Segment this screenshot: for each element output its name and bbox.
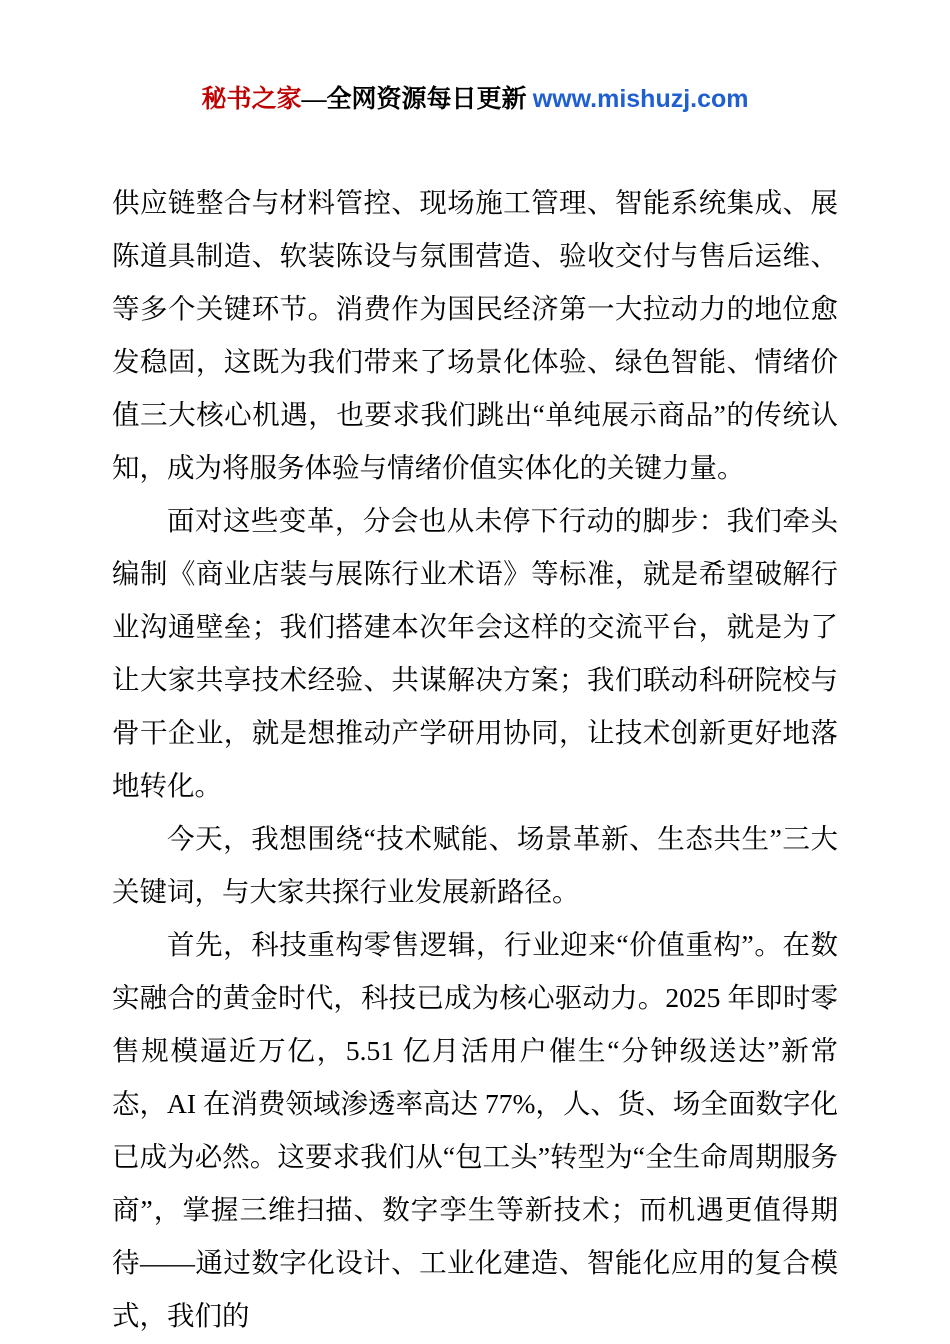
document-body — [112, 176, 838, 1342]
site-brand-name: 秘书之家 — [201, 86, 302, 113]
paragraph-4: 首先，科技重构零售逻辑，行业迎来“价值重构”。在数实融合的黄金时代，科技已成为核心驱动力。2025 年即时零售规模逼近万亿，5.51 亿月活用户催生“分钟级送达”新常态，AI 在消费领域渗透率高达 77%，人、货、场全面数字化已成为必然。这要求我们从“包工头”转型为“全生命周期服务商”，掌握三维扫描、数字孪生等新技术；而机遇更值得期待——通过数字化设计、工业化建造、智能化应用的复合模式，我们的 — [112, 929, 838, 1331]
site-tagline: —全网资源每日更新 — [301, 86, 533, 113]
site-url[interactable]: www.mishuzj.com — [532, 85, 749, 113]
paragraph-3: 今天，我想围绕“技术赋能、场景革新、生态共生”三大关键词，与大家共探行业发展新路径。 — [112, 823, 838, 907]
paragraph-1: 供应链整合与材料管控、现场施工管理、智能系统集成、展陈道具制造、软装陈设与氛围营造、验收交付与售后运维、等多个关键环节。消费作为国民经济第一大拉动力的地位愈发稳固，这既为我们带来了场景化体验、绿色智能、情绪价值三大核心机遇，也要求我们跳出“单纯展示商品”的传统认知，成为将服务体验与情绪价值实体化的关键力量。 — [112, 187, 838, 483]
paragraph-2: 面对这些变革，分会也从未停下行动的脚步：我们牵头编制《商业店装与展陈行业术语》等标准，就是希望破解行业沟通壁垒；我们搭建本次年会这样的交流平台，就是为了让大家共享技术经验、共谋解决方案；我们联动科研院校与骨干企业，就是想推动产学研用协同，让技术创新更好地落地转化。 — [112, 505, 838, 801]
site-watermark-header — [0, 82, 950, 117]
